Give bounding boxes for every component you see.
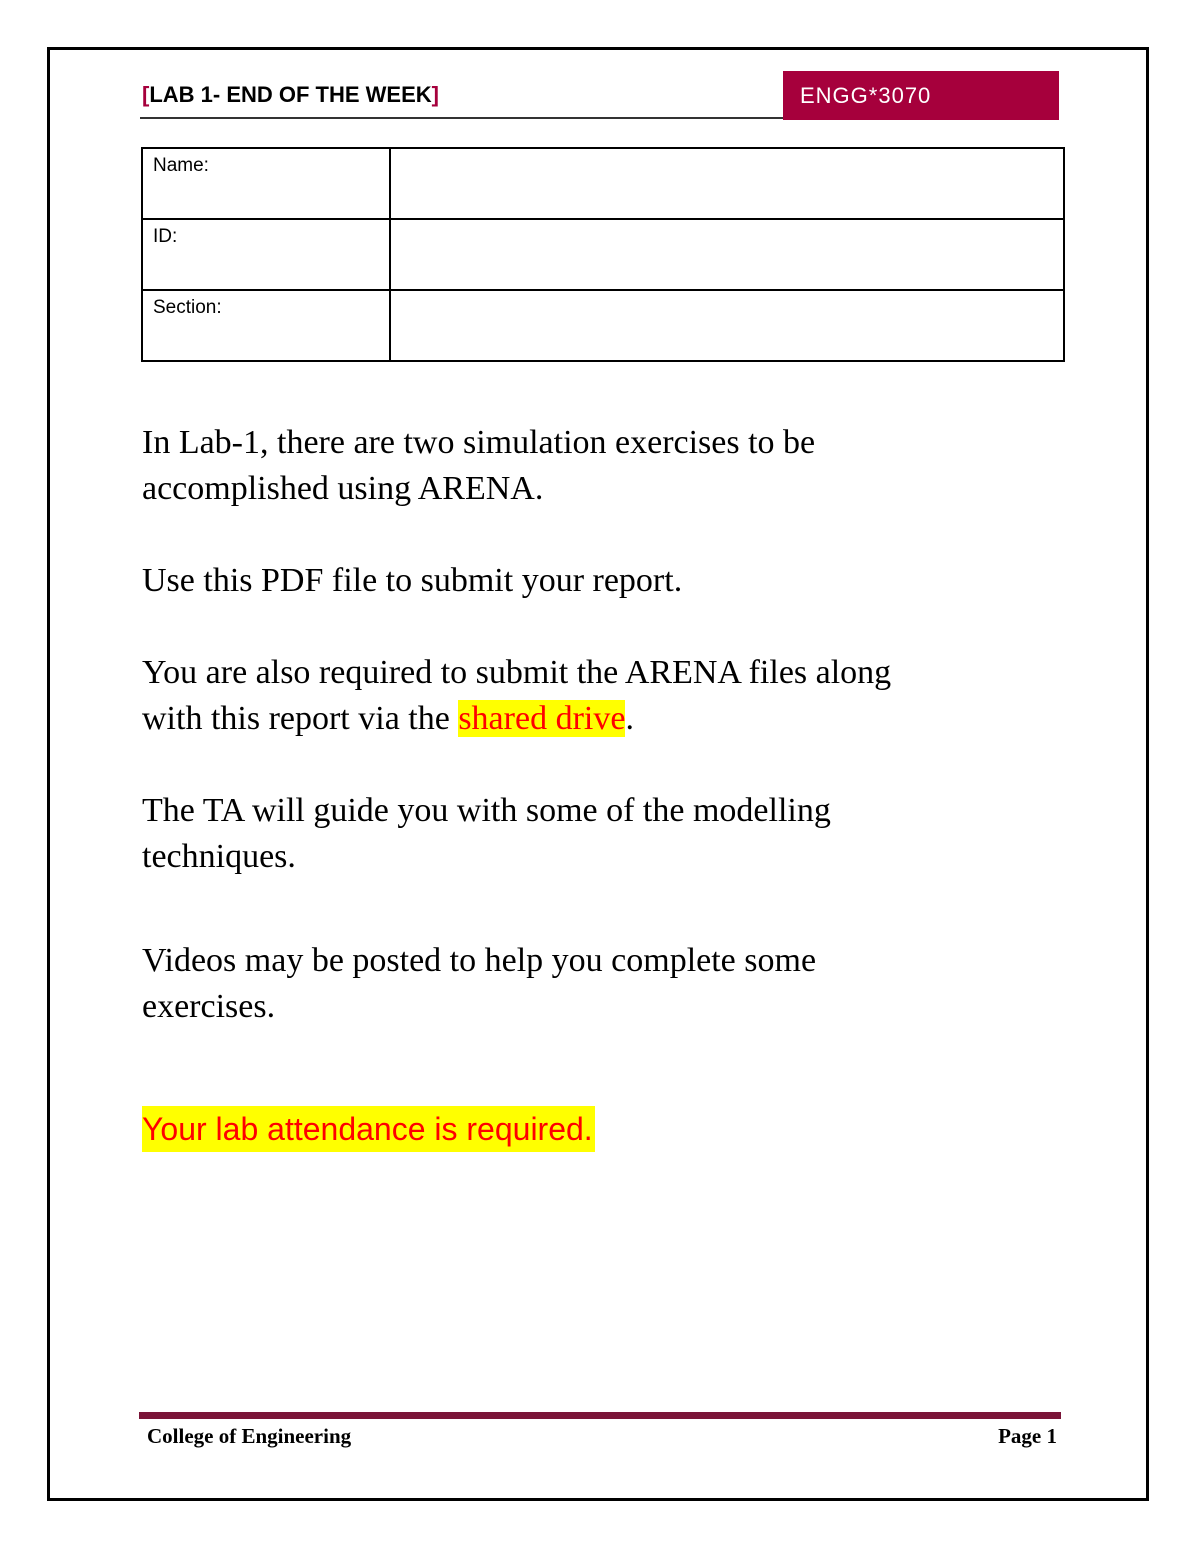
paragraph-arena-files	[142, 650, 1042, 742]
name-label: Name:	[142, 148, 390, 219]
section-field[interactable]	[390, 290, 1064, 361]
paragraph-line: Videos may be posted to help you complete some	[142, 942, 817, 979]
table-row	[142, 219, 1064, 290]
paragraph-line: In Lab-1, there are two simulation exercises to be	[142, 424, 816, 461]
paragraph-line: with this report via the	[142, 700, 459, 737]
section-label: Section:	[142, 290, 390, 361]
paragraph-submit-pdf	[142, 558, 1042, 604]
table-row	[142, 290, 1064, 361]
footer-college: College of Engineering	[147, 1424, 352, 1448]
paragraph-line: .	[625, 700, 634, 737]
shared-drive-highlight: shared drive	[458, 700, 626, 737]
header-rule	[140, 117, 785, 119]
paragraph-ta-guide	[142, 788, 1042, 880]
header-bracket-open: [	[142, 82, 150, 107]
course-code-badge: ENGG*3070	[783, 71, 1059, 120]
table-row	[142, 148, 1064, 219]
paragraph-exercises	[142, 420, 1042, 512]
paragraph-line: The TA will guide you with some of the modelling	[142, 792, 831, 829]
footer-rule	[139, 1412, 1061, 1419]
paragraph-line: You are also required to submit the ARENA files along	[142, 654, 892, 691]
student-info-table	[141, 147, 1065, 362]
paragraph-line: exercises.	[142, 988, 276, 1025]
attendance-notice: Your lab attendance is required.	[142, 1106, 595, 1152]
footer-page-number: Page 1	[998, 1424, 1057, 1448]
id-field[interactable]	[390, 219, 1064, 290]
header-title-text: LAB 1- END OF THE WEEK	[149, 82, 432, 107]
header-bracket-close: ]	[431, 82, 439, 107]
paragraph-videos	[142, 938, 1042, 1030]
header-title	[142, 82, 439, 108]
id-label: ID:	[142, 219, 390, 290]
paragraph-line: accomplished using ARENA.	[142, 470, 544, 507]
paragraph-line: Use this PDF file to submit your report.	[142, 562, 683, 599]
name-field[interactable]	[390, 148, 1064, 219]
paragraph-line: techniques.	[142, 838, 296, 875]
